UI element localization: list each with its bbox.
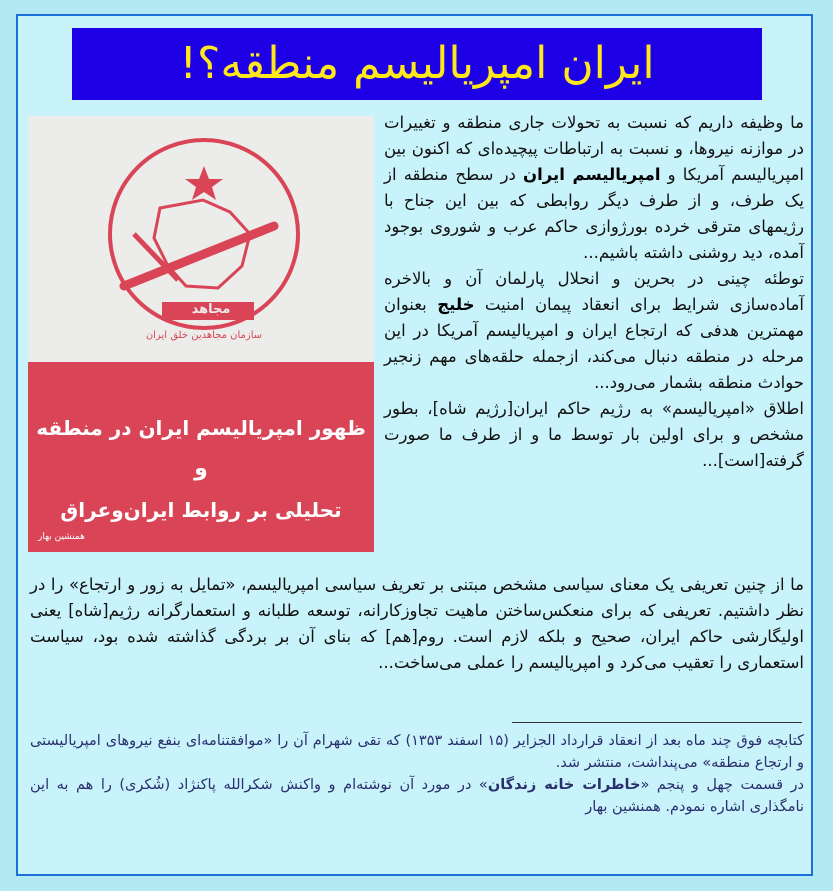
quote-paragraph-3: اطلاق «امپریالیسم» به رژیم حاکم ایران[رژیم شاه]، بطور مشخص و برای اولین بار توسط ما و از طرف ما صورت گرفته[است]... <box>384 399 804 470</box>
quote-wide-text <box>30 572 804 676</box>
bold-iranian-imperialism: امپریالیسم ایران <box>523 165 661 184</box>
quote-paragraph-1: ما وظیفه داریم که نسبت به تحولات جاری منطقه و تغییرات در موازنه نیروها، و نسبت به ارتباطات پیچیده‌ای که اکنون بین امپریالیسم آمریکا و امپریالیسم ایران در سطح منطقه از یک طرف، و از طرف دیگر روابطی که بین این جناح با رژیمهای مترقی خرده بورژوازی حاکم عرب و شوروی بوجود آمده، دید روشنی داشته باشیم... <box>384 113 805 262</box>
cover-title-line-2: و <box>194 456 208 481</box>
emblem-logo-text: مجاهد <box>191 302 231 317</box>
emblem-organization-text: سازمان مجاهدین خلق ایران <box>145 330 263 341</box>
cover-credit: همنشین بهار <box>38 532 85 542</box>
cover-title-line-1: ظهور امپریالیسم ایران در منطقه <box>36 416 366 440</box>
page-title: ایران امپریالیسم منطقه؟! <box>72 28 762 100</box>
cover-title-line-3: تحلیلی بر روابط ایران‌وعراق <box>60 498 342 522</box>
bold-memoir-title: خاطرات خانه زندگان <box>487 777 641 793</box>
footnote-divider <box>512 722 802 723</box>
footnote-line-2: در قسمت چهل و پنجم «خاطرات خانه زندگان» در مورد آن نوشته‌ام و واکنش شکرالله پاکنژاد (شُکری) را هم به این نامگذاری اشاره نمودم. همنشین بهار <box>30 777 804 815</box>
quote-paragraph-4: ما از چنین تعریفی یک معنای سیاسی مشخص مبتنی بر تعریف سیاسی امپریالیسم، «تمایل به زور و ارتجاع» را در نظر داشتیم. تعریفی که برای منعکس‌ساختن ماهیت تجاوزکارانه، توسعه طلبانه و استعمارگرانه رژیم[شاه] یعنی اولیگارشی حاکم ایران، صحیح و بلکه لازم است. روم[هم] که بنای آن بر بردگی گذاشته شده بود، سیاست استعماری را تعقیب می‌کرد و امپریالیسم را عملی می‌ساخت... <box>30 575 804 672</box>
booklet-cover-image <box>28 116 374 552</box>
quote-column-text <box>384 110 804 474</box>
footnote-line-1: کتابچه فوق چند ماه بعد از انعقاد قرارداد الجزایر (۱۵ اسفند ۱۳۵۳) که تقی شهرام آن را «موافقتنامه‌ای بنفع نیروهای امپریالیستی و ارتجاع منطقه» می‌پنداشت، منتشر شد. <box>30 733 805 771</box>
bold-gulf: خلیج <box>437 295 475 314</box>
footnote <box>30 730 804 818</box>
mojahedin-emblem-icon <box>28 116 374 362</box>
quote-paragraph-2: توطئه چینی در بحرین و انحلال پارلمان آن و بالاخره آماده‌سازی شرایط برای انعقاد پیمان امنیت خلیج بعنوان مهمترین هدفی که ارتجاع ایران و امپریالیسم آمریکا در این مرحله در منطقه دنبال می‌کند، ازجمله حلقه‌های مهم زنجیر حوادث منطقه بشمار می‌رود... <box>384 269 804 392</box>
